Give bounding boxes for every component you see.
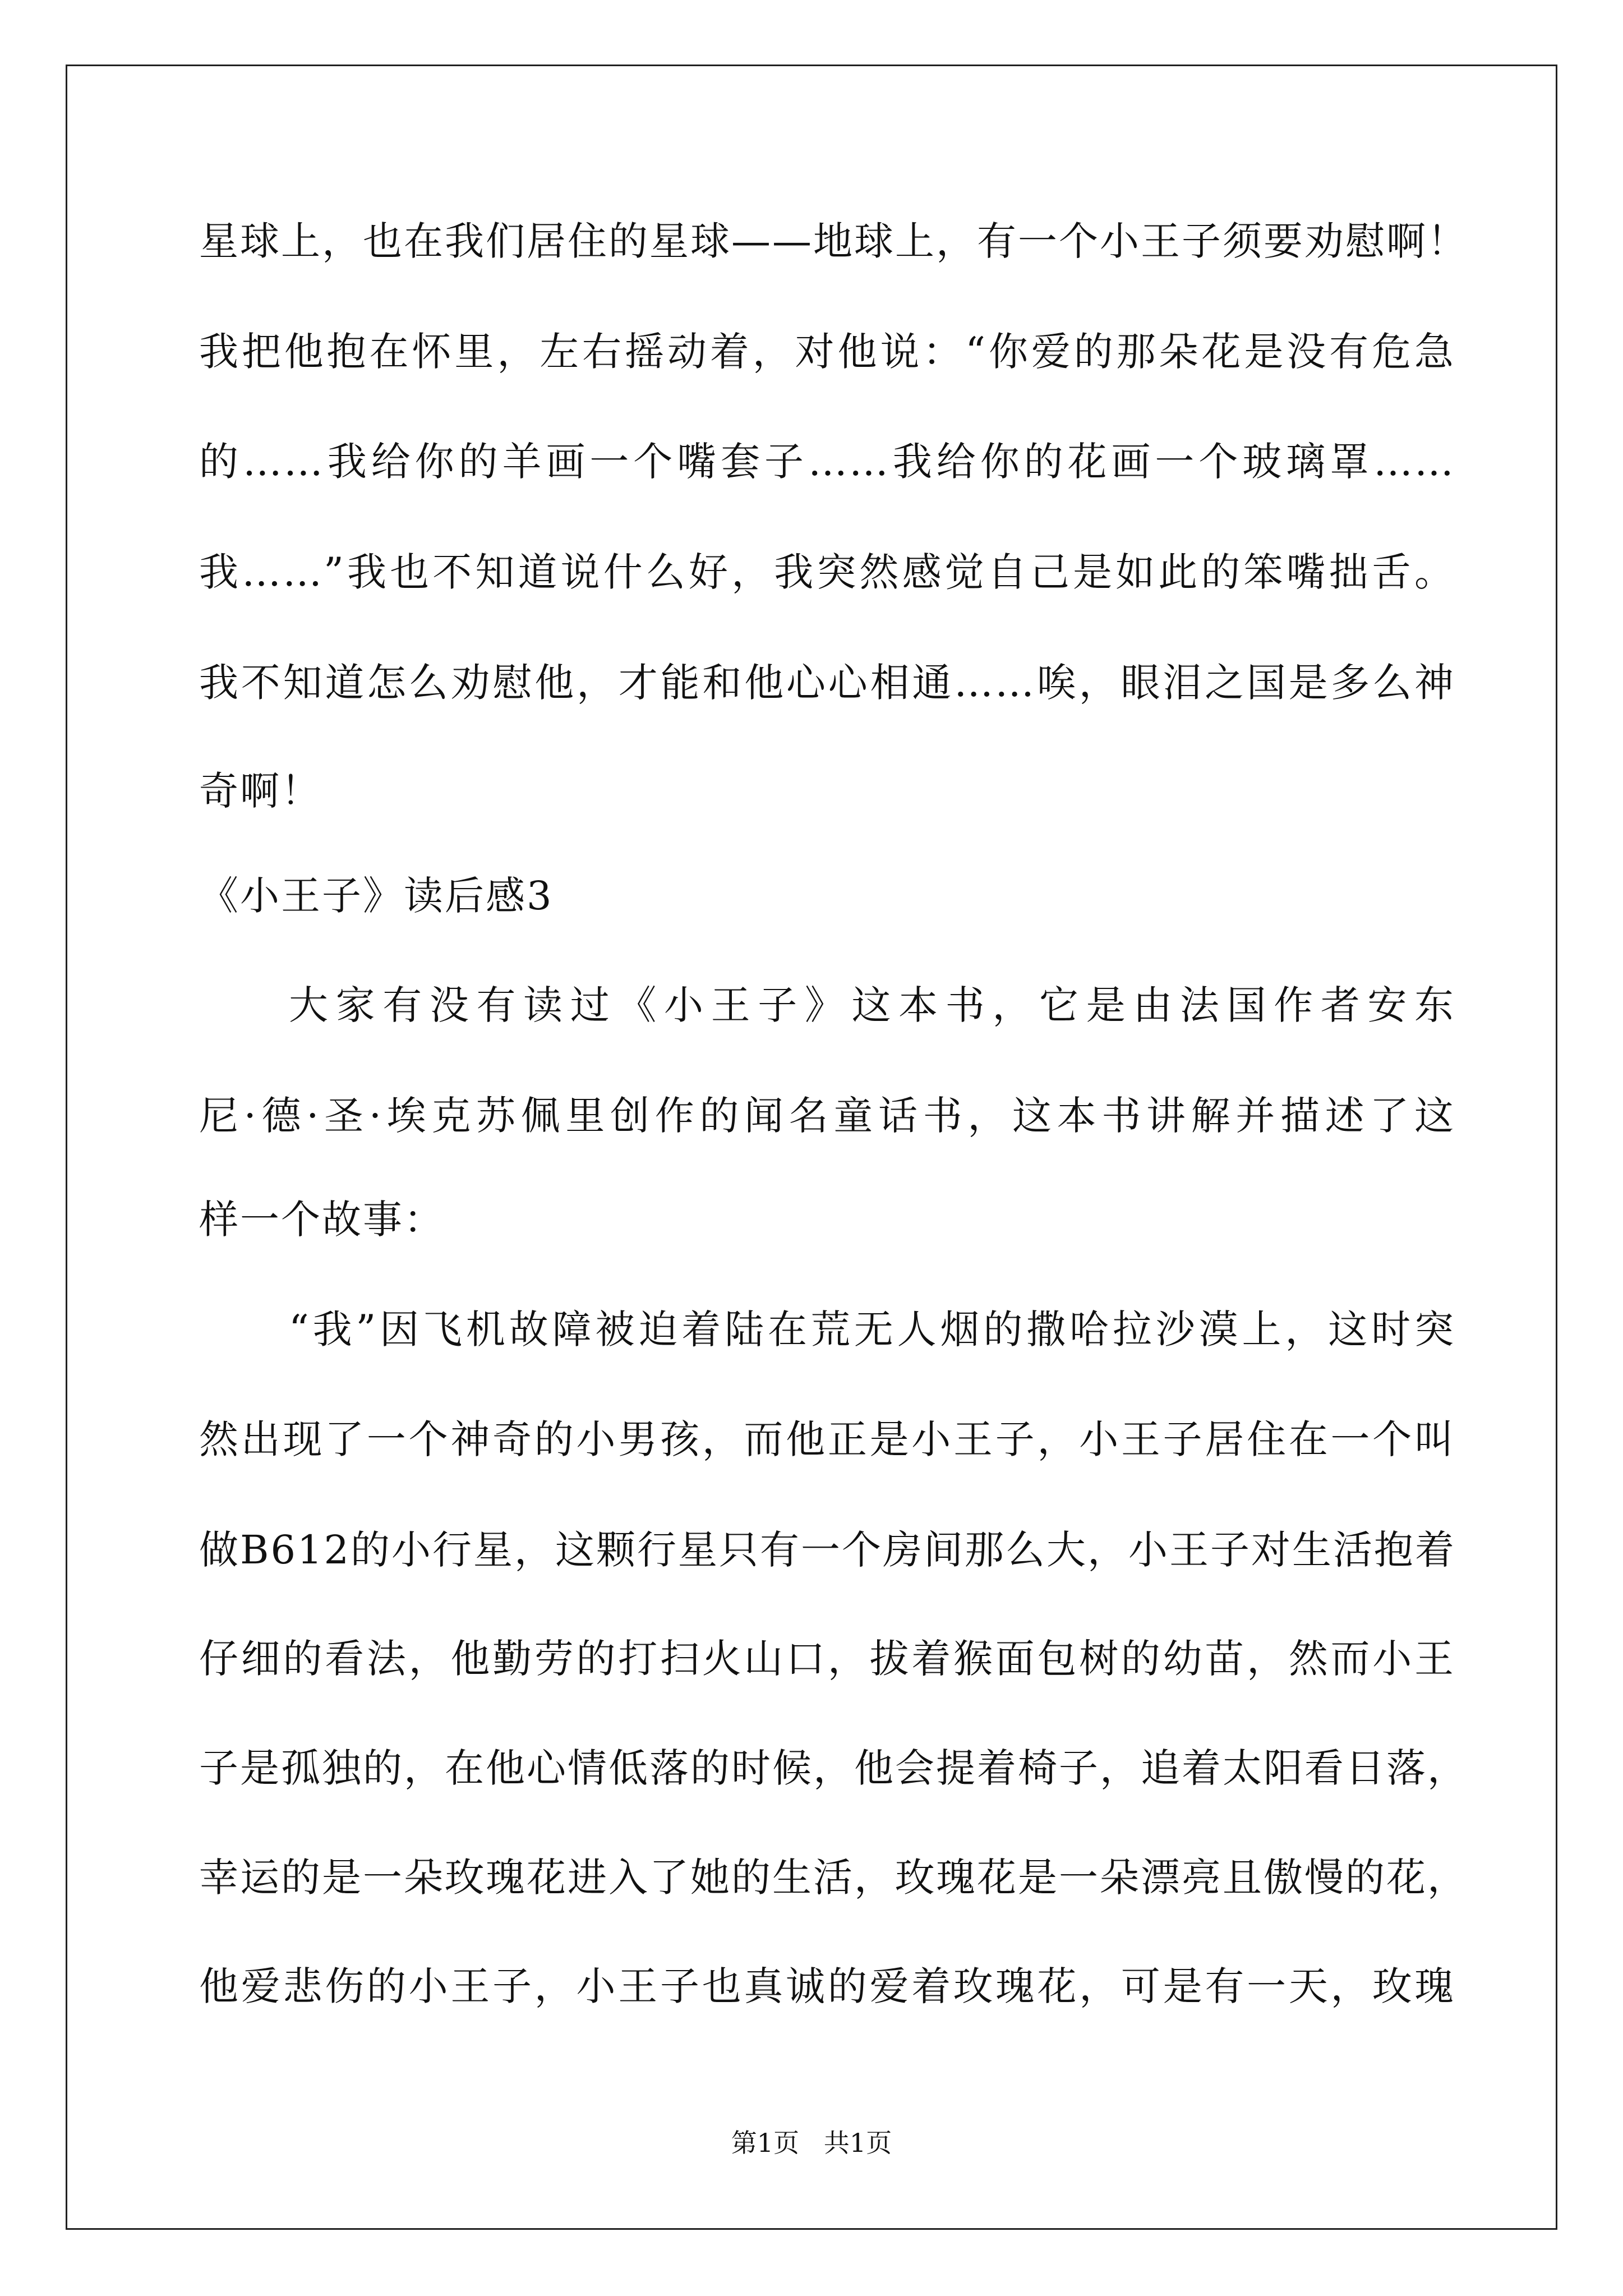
text-line: 尼·德·圣·埃克苏佩里创作的闻名童话书，这本书讲解并描述了这 xyxy=(199,1093,1455,1139)
page-border xyxy=(66,65,1557,2230)
text-line: 做B612的小行星，这颗行星只有一个房间那么大，小王子对生活抱着 xyxy=(199,1527,1456,1573)
text-line: 仔细的看法，他勤劳的打扫火山口，拔着猴面包树的幼苗，然而小王 xyxy=(199,1636,1455,1682)
text-line: 幸运的是一朵玫瑰花进入了她的生活，玫瑰花是一朵漂亮且傲慢的花， xyxy=(199,1855,1468,1901)
section-heading: 《小王子》读后感3 xyxy=(199,873,554,919)
text-line: 星球上，也在我们居住的星球——地球上，有一个小王子须要劝慰啊！ xyxy=(199,218,1468,264)
text-line: 奇啊！ xyxy=(199,768,322,814)
text-line: 子是孤独的，在他心情低落的时候，他会提着椅子，追着太阳看日落， xyxy=(199,1745,1468,1791)
text-line: 的……我给你的羊画一个嘴套子……我给你的花画一个玻璃罩…… xyxy=(199,439,1455,485)
text-line: 然出现了一个神奇的小男孩，而他正是小王子，小王子居住在一个叫 xyxy=(199,1416,1455,1462)
text-line: 我……”我也不知道说什么好，我突然感觉自己是如此的笨嘴拙舌。 xyxy=(199,549,1455,595)
page-footer: 第1页 共1页 xyxy=(731,2128,892,2158)
text-line: 我不知道怎么劝慰他，才能和他心心相通……唉，眼泪之国是多么神 xyxy=(199,660,1455,706)
paragraph-first-line: “我”因飞机故障被迫着陆在荒无人烟的撒哈拉沙漠上，这时突 xyxy=(289,1306,1455,1352)
text-line: 我把他抱在怀里，左右摇动着，对他说：“你爱的那朵花是没有危急 xyxy=(199,329,1455,375)
text-line: 样一个故事： xyxy=(199,1197,445,1243)
paragraph-first-line: 大家有没有读过《小王子》这本书，它是由法国作者安东 xyxy=(289,982,1455,1028)
text-line: 他爱悲伤的小王子，小王子也真诚的爱着玫瑰花，可是有一天，玫瑰 xyxy=(199,1963,1455,2009)
